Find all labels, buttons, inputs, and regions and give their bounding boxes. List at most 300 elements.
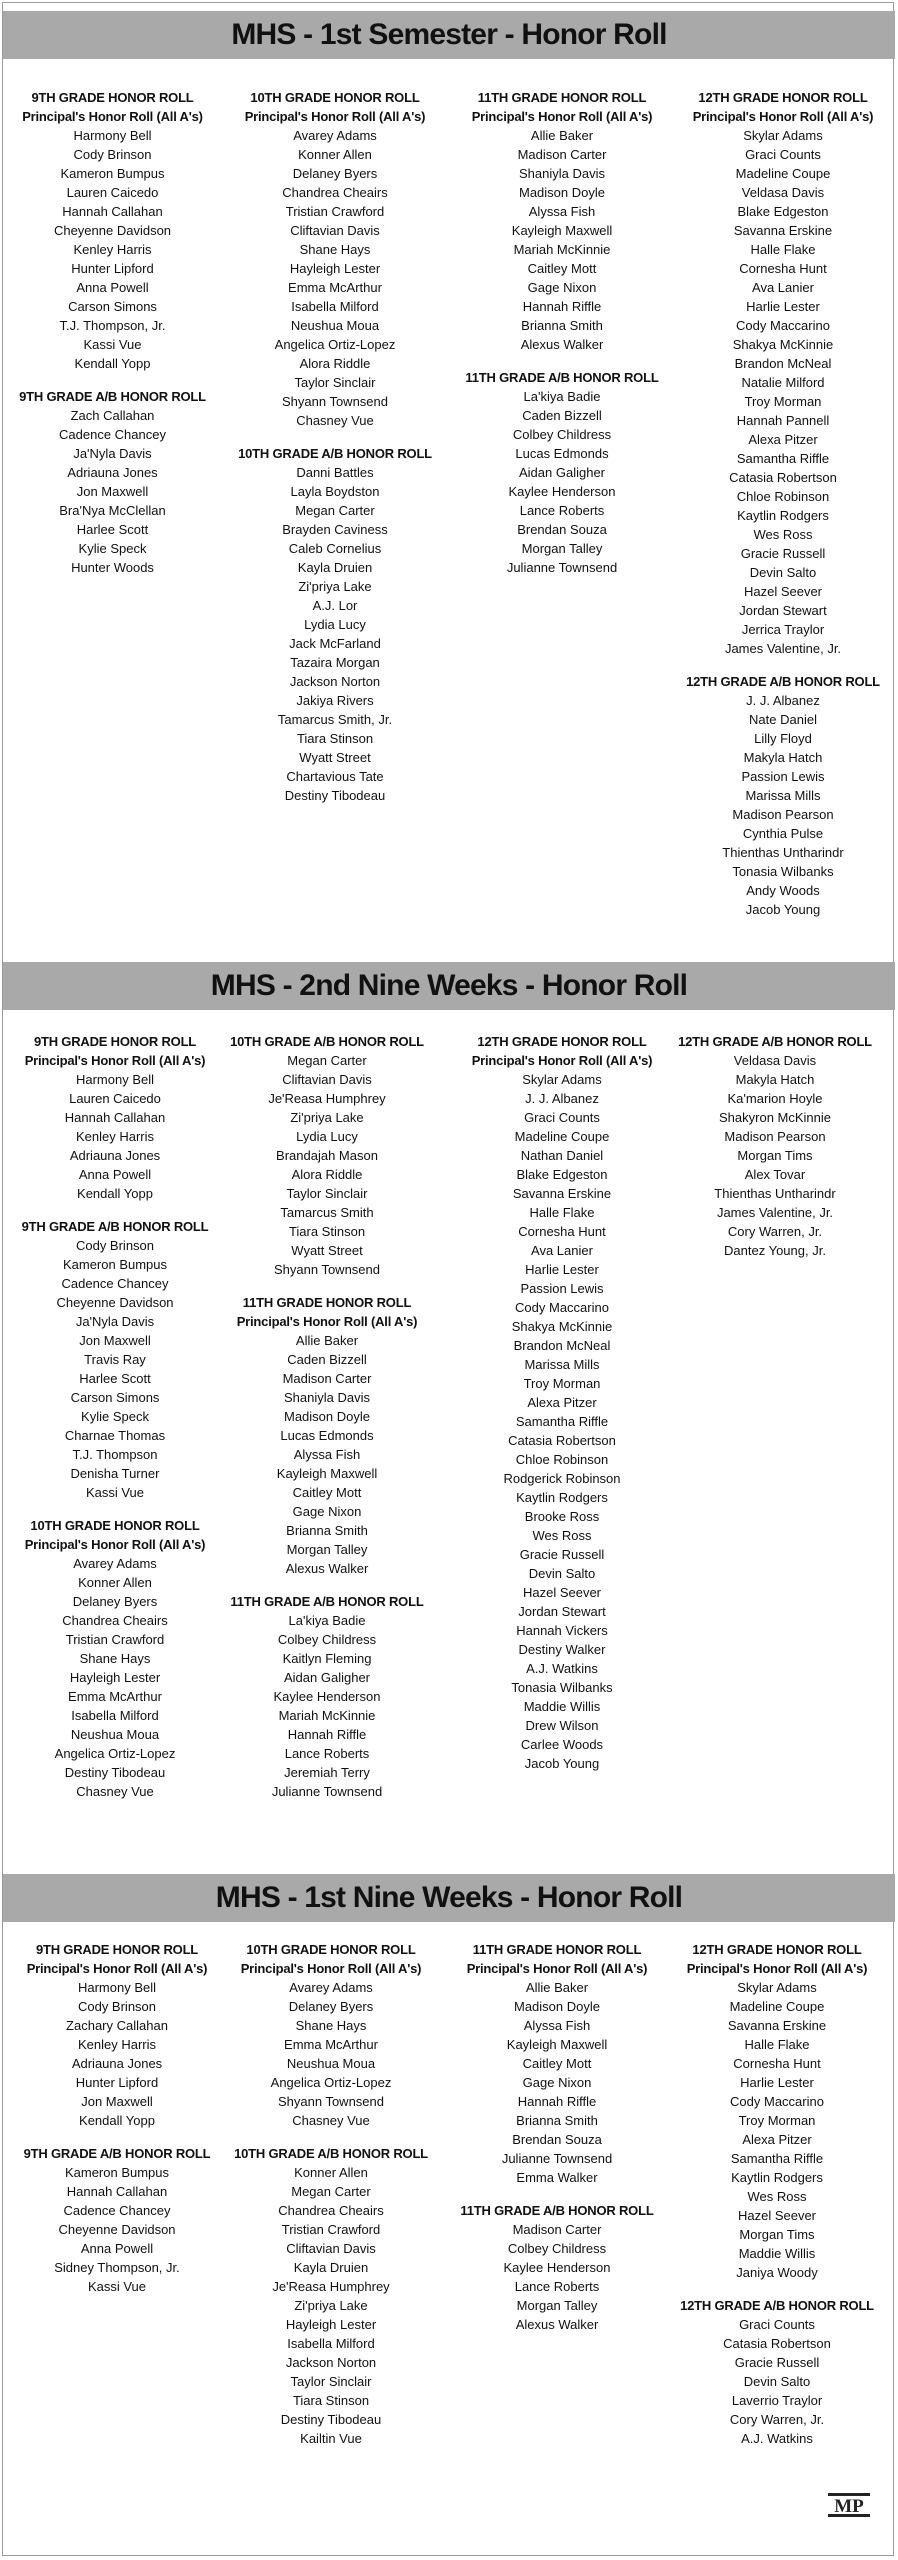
student-name: Lucas Edmonds bbox=[280, 1428, 374, 1443]
student-name: A.J. Watkins bbox=[741, 2431, 813, 2446]
group-subheading: Principal's Honor Roll (All A's) bbox=[244, 109, 426, 124]
student-name: A.J. Watkins bbox=[526, 1661, 598, 1676]
student-name: Tristian Crawford bbox=[281, 2222, 381, 2237]
student-name: Tonasia Wilbanks bbox=[732, 864, 834, 879]
section-title-banner: MHS - 1st Nine Weeks - Honor Roll bbox=[3, 1874, 895, 1922]
honor-roll-group bbox=[0, 88, 225, 373]
student-name: Dantez Young, Jr. bbox=[724, 1243, 826, 1258]
student-name: Sidney Thompson, Jr. bbox=[54, 2260, 180, 2275]
student-name: James Valentine, Jr. bbox=[724, 641, 842, 656]
student-name: Savanna Erskine bbox=[512, 1186, 612, 1201]
student-name: Anna Powell bbox=[78, 1167, 152, 1182]
student-name: Hannah Vickers bbox=[516, 1623, 608, 1638]
student-name: Nathan Daniel bbox=[520, 1148, 604, 1163]
student-name: Cody Brinson bbox=[77, 1999, 157, 2014]
honor-roll-group bbox=[444, 1032, 680, 1773]
student-name: Avarey Adams bbox=[289, 1980, 373, 1995]
honor-roll-group bbox=[220, 88, 450, 430]
student-name: Rodgerick Robinson bbox=[503, 1471, 621, 1486]
student-name: Megan Carter bbox=[291, 2184, 371, 2199]
student-name: Danni Battles bbox=[296, 465, 374, 480]
group-heading: 10TH GRADE A/B HONOR ROLL bbox=[238, 446, 432, 461]
student-name: Madison Doyle bbox=[514, 1999, 600, 2014]
honor-roll-group bbox=[448, 88, 676, 354]
student-name: La'kiya Badie bbox=[523, 389, 601, 404]
group-heading: 10TH GRADE A/B HONOR ROLL bbox=[230, 1034, 424, 1049]
student-name: Adriauna Jones bbox=[67, 465, 158, 480]
student-name: Marissa Mills bbox=[745, 788, 821, 803]
student-name: Caden Bizzell bbox=[522, 408, 602, 423]
student-name: Gracie Russell bbox=[740, 546, 826, 561]
student-name: Morgan Tims bbox=[737, 1148, 813, 1163]
student-name: Kenley Harris bbox=[73, 242, 152, 257]
student-name: Chandrea Cheairs bbox=[62, 1613, 168, 1628]
student-name: Madison Pearson bbox=[724, 1129, 826, 1144]
student-name: Jordan Stewart bbox=[518, 1604, 606, 1619]
student-name: Aidan Galigher bbox=[519, 465, 605, 480]
student-name: Avarey Adams bbox=[73, 1556, 157, 1571]
student-name: Hannah Riffle bbox=[517, 2094, 597, 2109]
student-name: Madison Doyle bbox=[284, 1409, 370, 1424]
student-name: Morgan Talley bbox=[521, 541, 603, 556]
student-name: Jakiya Rivers bbox=[296, 693, 374, 708]
student-name: Kylie Speck bbox=[81, 1409, 149, 1424]
honor-roll-group bbox=[220, 2144, 442, 2448]
student-name: Harlie Lester bbox=[525, 1262, 599, 1277]
student-name: Alexus Walker bbox=[515, 2317, 599, 2332]
student-name: Gracie Russell bbox=[734, 2355, 820, 2370]
student-name: Harmony Bell bbox=[77, 1980, 157, 1995]
student-name: Denisha Turner bbox=[70, 1466, 160, 1481]
student-name: Caitley Mott bbox=[527, 261, 597, 276]
student-name: Alora Riddle bbox=[299, 356, 371, 371]
student-name: Allie Baker bbox=[530, 128, 594, 143]
student-name: Brianna Smith bbox=[286, 1523, 368, 1538]
student-name: Alyssa Fish bbox=[293, 1447, 361, 1462]
group-heading: 9TH GRADE HONOR ROLL bbox=[35, 1942, 199, 1957]
student-name: Devin Salto bbox=[749, 565, 817, 580]
student-name: Catasia Robertson bbox=[723, 2336, 831, 2351]
student-name: Chasney Vue bbox=[296, 413, 374, 428]
student-name: Hunter Lipford bbox=[75, 2075, 159, 2090]
student-name: Hayleigh Lester bbox=[285, 2317, 377, 2332]
student-name: Harlie Lester bbox=[746, 299, 820, 314]
student-name: Tiara Stinson bbox=[288, 1224, 366, 1239]
student-name: Kendall Yopp bbox=[77, 1186, 153, 1201]
student-name: Shakyron McKinnie bbox=[719, 1110, 831, 1125]
student-name: Madeline Coupe bbox=[729, 1999, 825, 2014]
student-name: Mariah McKinnie bbox=[513, 242, 611, 257]
student-name: Janiya Woody bbox=[736, 2265, 818, 2280]
student-name: Brianna Smith bbox=[521, 318, 603, 333]
honor-roll-group bbox=[218, 1032, 436, 1279]
student-name: Konner Allen bbox=[298, 147, 372, 162]
student-name: Hazel Seever bbox=[743, 584, 823, 599]
student-name: Kameron Bumpus bbox=[60, 166, 165, 181]
student-name: Kayleigh Maxwell bbox=[506, 2037, 608, 2052]
student-name: Taylor Sinclair bbox=[294, 375, 376, 390]
group-heading: 11TH GRADE HONOR ROLL bbox=[242, 1295, 412, 1310]
student-name: Shaniyla Davis bbox=[519, 166, 605, 181]
student-name: Chloe Robinson bbox=[736, 489, 830, 504]
honor-roll-group bbox=[10, 1217, 220, 1502]
student-name: Shakya McKinnie bbox=[511, 1319, 613, 1334]
student-name: Konner Allen bbox=[294, 2165, 368, 2180]
student-name: Tiara Stinson bbox=[292, 2393, 370, 2408]
group-subheading: Principal's Honor Roll (All A's) bbox=[686, 1961, 868, 1976]
student-name: Catasia Robertson bbox=[508, 1433, 616, 1448]
student-name: Destiny Walker bbox=[518, 1642, 606, 1657]
group-subheading: Principal's Honor Roll (All A's) bbox=[24, 1537, 206, 1552]
student-name: Destiny Tibodeau bbox=[64, 1765, 166, 1780]
student-name: Cody Maccarino bbox=[736, 318, 830, 333]
student-name: Adriauna Jones bbox=[71, 2056, 163, 2071]
honor-roll-group bbox=[448, 368, 676, 577]
student-name: Hannah Riffle bbox=[522, 299, 602, 314]
student-name: Andy Woods bbox=[746, 883, 820, 898]
student-name: Gracie Russell bbox=[519, 1547, 605, 1562]
student-name: Harlee Scott bbox=[76, 522, 149, 537]
student-name: Samantha Riffle bbox=[736, 451, 830, 466]
student-name: Kaylee Henderson bbox=[503, 2260, 611, 2275]
student-name: Madeline Coupe bbox=[735, 166, 831, 181]
student-name: Kameron Bumpus bbox=[62, 1257, 168, 1272]
student-name: Julianne Townsend bbox=[271, 1784, 383, 1799]
student-name: Brianna Smith bbox=[516, 2113, 598, 2128]
student-name: Wyatt Street bbox=[299, 750, 371, 765]
student-name: Skylar Adams bbox=[522, 1072, 602, 1087]
student-name: Jacob Young bbox=[524, 1756, 600, 1771]
student-name: Je'Reasa Humphrey bbox=[272, 2279, 390, 2294]
student-name: Samantha Riffle bbox=[515, 1414, 609, 1429]
student-name: Kayleigh Maxwell bbox=[511, 223, 613, 238]
student-name: Kaitlyn Fleming bbox=[282, 1651, 372, 1666]
honor-roll-group bbox=[220, 444, 450, 805]
student-name: Caitley Mott bbox=[292, 1485, 362, 1500]
honor-roll-group bbox=[8, 2144, 226, 2296]
student-name: Cody Brinson bbox=[75, 1238, 155, 1253]
honor-roll-group bbox=[10, 1516, 220, 1801]
student-name: Neushua Moua bbox=[70, 1727, 160, 1742]
student-name: Hannah Callahan bbox=[62, 204, 163, 219]
student-name: Tristian Crawford bbox=[285, 204, 385, 219]
student-name: Cheyenne Davidson bbox=[56, 1295, 174, 1310]
student-name: Chandrea Cheairs bbox=[278, 2203, 384, 2218]
student-name: Layla Boydston bbox=[290, 484, 380, 499]
student-name: Gage Nixon bbox=[292, 1504, 362, 1519]
student-name: Tamarcus Smith, Jr. bbox=[277, 712, 393, 727]
student-name: Chloe Robinson bbox=[515, 1452, 609, 1467]
school-logo-text: MP bbox=[834, 2496, 864, 2517]
student-name: Isabella Milford bbox=[71, 1708, 159, 1723]
student-name: Colbey Childress bbox=[277, 1632, 377, 1647]
student-name: Savanna Erskine bbox=[733, 223, 833, 238]
student-name: Shane Hays bbox=[295, 2018, 367, 2033]
student-name: Zi'priya Lake bbox=[298, 579, 372, 594]
student-name: Kameron Bumpus bbox=[64, 2165, 170, 2180]
student-name: Skylar Adams bbox=[743, 128, 823, 143]
student-name: Destiny Tibodeau bbox=[280, 2412, 382, 2427]
student-name: Maddie Willis bbox=[523, 1699, 601, 1714]
student-name: Caden Bizzell bbox=[287, 1352, 367, 1367]
student-name: Brayden Caviness bbox=[282, 522, 388, 537]
student-name: Passion Lewis bbox=[741, 769, 825, 784]
student-name: Veldasa Davis bbox=[741, 185, 825, 200]
student-name: Tiara Stinson bbox=[296, 731, 374, 746]
student-name: Brandon McNeal bbox=[734, 356, 832, 371]
student-name: Shaniyla Davis bbox=[284, 1390, 370, 1405]
student-name: Makyla Hatch bbox=[743, 750, 823, 765]
group-heading: 9TH GRADE HONOR ROLL bbox=[33, 1034, 197, 1049]
student-name: Cody Maccarino bbox=[515, 1300, 609, 1315]
student-name: Shyann Townsend bbox=[273, 1262, 380, 1277]
honor-roll-group bbox=[670, 672, 896, 919]
honor-roll-group bbox=[664, 2296, 890, 2448]
student-name: Alexus Walker bbox=[285, 1561, 369, 1576]
student-name: Anna Powell bbox=[80, 2241, 154, 2256]
student-name: Halle Flake bbox=[529, 1205, 595, 1220]
student-name: Megan Carter bbox=[287, 1053, 367, 1068]
student-name: Cliftavian Davis bbox=[282, 1072, 372, 1087]
group-heading: 12TH GRADE A/B HONOR ROLL bbox=[678, 1034, 872, 1049]
student-name: Julianne Townsend bbox=[501, 2151, 613, 2166]
student-name: Jackson Norton bbox=[285, 2355, 377, 2370]
student-name: Nate Daniel bbox=[749, 712, 817, 727]
student-name: Allie Baker bbox=[295, 1333, 359, 1348]
group-heading: 12TH GRADE HONOR ROLL bbox=[477, 1034, 647, 1049]
student-name: Lucas Edmonds bbox=[515, 446, 609, 461]
student-name: Emma McArthur bbox=[68, 1689, 162, 1704]
student-name: Shyann Townsend bbox=[281, 394, 388, 409]
student-name: Brendan Souza bbox=[512, 2132, 602, 2147]
student-name: Tamarcus Smith bbox=[280, 1205, 374, 1220]
student-name: Colbey Childress bbox=[512, 427, 612, 442]
student-name: Cornesha Hunt bbox=[518, 1224, 606, 1239]
student-name: Megan Carter bbox=[295, 503, 375, 518]
group-heading: 11TH GRADE HONOR ROLL bbox=[477, 90, 647, 105]
student-name: Konner Allen bbox=[78, 1575, 152, 1590]
student-name: Jeremiah Terry bbox=[284, 1765, 370, 1780]
student-name: J. J. Albanez bbox=[525, 1091, 599, 1106]
student-name: Lydia Lucy bbox=[304, 617, 366, 632]
student-name: Natalie Milford bbox=[741, 375, 825, 390]
student-name: Hannah Callahan bbox=[64, 1110, 166, 1125]
student-name: Cheyenne Davidson bbox=[53, 223, 172, 238]
student-name: Lance Roberts bbox=[519, 503, 605, 518]
honor-roll-group bbox=[438, 1940, 676, 2187]
student-name: Morgan Tims bbox=[739, 2227, 815, 2242]
student-name: Je'Reasa Humphrey bbox=[268, 1091, 386, 1106]
student-name: Kenley Harris bbox=[77, 2037, 157, 2052]
student-name: Alexa Pitzer bbox=[748, 432, 818, 447]
student-name: Troy Morman bbox=[523, 1376, 601, 1391]
student-name: Blake Edgeston bbox=[737, 204, 829, 219]
student-name: Avarey Adams bbox=[293, 128, 377, 143]
student-name: Graci Counts bbox=[745, 147, 821, 162]
student-name: Bra'Nya McClellan bbox=[59, 503, 166, 518]
student-name: Lydia Lucy bbox=[296, 1129, 358, 1144]
honor-roll-group bbox=[8, 1940, 226, 2130]
student-name: Alyssa Fish bbox=[528, 204, 596, 219]
student-name: Cliftavian Davis bbox=[290, 223, 380, 238]
student-name: Charnae Thomas bbox=[64, 1428, 166, 1443]
student-name: Angelica Ortiz-Lopez bbox=[274, 337, 396, 352]
student-name: T.J. Thompson, Jr. bbox=[59, 318, 166, 333]
student-name: Graci Counts bbox=[524, 1110, 600, 1125]
student-name: Kailtin Vue bbox=[300, 2431, 362, 2446]
student-name: Alyssa Fish bbox=[523, 2018, 591, 2033]
honor-roll-group bbox=[0, 387, 225, 577]
group-subheading: Principal's Honor Roll (All A's) bbox=[471, 1053, 653, 1068]
student-name: Jon Maxwell bbox=[79, 1333, 151, 1348]
group-subheading: Principal's Honor Roll (All A's) bbox=[236, 1314, 418, 1329]
student-name: Cory Warren, Jr. bbox=[729, 2412, 825, 2427]
student-name: Zach Callahan bbox=[70, 408, 155, 423]
student-name: Hayleigh Lester bbox=[69, 1670, 161, 1685]
group-heading: 12TH GRADE A/B HONOR ROLL bbox=[680, 2298, 874, 2313]
student-name: Delaney Byers bbox=[292, 166, 378, 181]
student-name: Chandrea Cheairs bbox=[282, 185, 388, 200]
student-name: Taylor Sinclair bbox=[290, 2374, 372, 2389]
honor-roll-group bbox=[218, 1293, 436, 1578]
honor-roll-group bbox=[670, 88, 896, 658]
student-name: Skylar Adams bbox=[737, 1980, 817, 1995]
student-name: Wes Ross bbox=[753, 527, 813, 542]
group-subheading: Principal's Honor Roll (All A's) bbox=[471, 109, 653, 124]
student-name: Morgan Talley bbox=[516, 2298, 598, 2313]
honor-roll-group bbox=[220, 1940, 442, 2130]
student-name: Cadence Chancey bbox=[63, 2203, 171, 2218]
group-heading: 11TH GRADE HONOR ROLL bbox=[472, 1942, 642, 1957]
student-name: Madeline Coupe bbox=[514, 1129, 610, 1144]
student-name: Shyann Townsend bbox=[277, 2094, 384, 2109]
student-name: Kaytlin Rodgers bbox=[516, 1490, 608, 1505]
student-name: Brooke Ross bbox=[524, 1509, 600, 1524]
student-name: Brandajah Mason bbox=[276, 1148, 378, 1163]
student-name: Jon Maxwell bbox=[81, 2094, 153, 2109]
student-name: Kaylee Henderson bbox=[273, 1689, 381, 1704]
student-name: Shane Hays bbox=[299, 242, 371, 257]
student-name: Ja'Nyla Davis bbox=[73, 446, 152, 461]
student-name: Destiny Tibodeau bbox=[284, 788, 386, 803]
student-name: Kaytlin Rodgers bbox=[731, 2170, 823, 2185]
student-name: Hunter Lipford bbox=[71, 261, 154, 276]
student-name: Madison Carter bbox=[517, 147, 607, 162]
student-name: Samantha Riffle bbox=[730, 2151, 824, 2166]
student-name: Colbey Childress bbox=[507, 2241, 607, 2256]
student-name: Jackson Norton bbox=[289, 674, 381, 689]
student-name: Marissa Mills bbox=[524, 1357, 600, 1372]
student-name: Hunter Woods bbox=[71, 560, 154, 575]
student-name: Cory Warren, Jr. bbox=[727, 1224, 823, 1239]
honor-roll-group bbox=[10, 1032, 220, 1203]
student-name: Isabella Milford bbox=[291, 299, 379, 314]
student-name: Zi'priya Lake bbox=[294, 2298, 368, 2313]
section-title-banner: MHS - 1st Semester - Honor Roll bbox=[3, 11, 895, 59]
student-name: Cheyenne Davidson bbox=[58, 2222, 176, 2237]
group-heading: 10TH GRADE HONOR ROLL bbox=[250, 90, 420, 105]
student-name: Thienthas Untharindr bbox=[722, 845, 844, 860]
student-name: Lilly Floyd bbox=[754, 731, 812, 746]
group-heading: 10TH GRADE HONOR ROLL bbox=[30, 1518, 200, 1533]
student-name: Kendall Yopp bbox=[74, 356, 151, 371]
student-name: Delaney Byers bbox=[288, 1999, 374, 2014]
student-name: Ka'marion Hoyle bbox=[727, 1091, 823, 1106]
student-name: Cornesha Hunt bbox=[733, 2056, 821, 2071]
student-name: Madison Carter bbox=[282, 1371, 372, 1386]
student-name: Gage Nixon bbox=[522, 2075, 592, 2090]
student-name: Alex Tovar bbox=[744, 1167, 806, 1182]
student-name: Alexa Pitzer bbox=[742, 2132, 812, 2147]
student-name: Wes Ross bbox=[747, 2189, 807, 2204]
group-heading: 12TH GRADE HONOR ROLL bbox=[698, 90, 868, 105]
student-name: Ava Lanier bbox=[531, 1243, 593, 1258]
student-name: Chasney Vue bbox=[292, 2113, 370, 2128]
student-name: Lauren Caicedo bbox=[69, 1091, 161, 1106]
student-name: Jack McFarland bbox=[289, 636, 381, 651]
student-name: Lance Roberts bbox=[284, 1746, 370, 1761]
student-name: Jacob Young bbox=[745, 902, 821, 917]
student-name: Cody Maccarino bbox=[730, 2094, 824, 2109]
student-name: A.J. Lor bbox=[312, 598, 358, 613]
student-name: Harlee Scott bbox=[79, 1371, 151, 1386]
student-name: Julianne Townsend bbox=[506, 560, 618, 575]
student-name: Kassi Vue bbox=[87, 2279, 147, 2294]
group-subheading: Principal's Honor Roll (All A's) bbox=[692, 109, 874, 124]
student-name: Mariah McKinnie bbox=[278, 1708, 376, 1723]
student-name: Kaytlin Rodgers bbox=[737, 508, 829, 523]
student-name: Cadence Chancey bbox=[61, 1276, 169, 1291]
student-name: Ava Lanier bbox=[752, 280, 814, 295]
honor-roll-group bbox=[218, 1592, 436, 1801]
group-heading: 12TH GRADE HONOR ROLL bbox=[692, 1942, 862, 1957]
student-name: Jordan Stewart bbox=[739, 603, 827, 618]
student-name: Caleb Cornelius bbox=[288, 541, 382, 556]
student-name: Veldasa Davis bbox=[733, 1053, 817, 1068]
student-name: Kylie Speck bbox=[78, 541, 147, 556]
student-name: Gage Nixon bbox=[527, 280, 597, 295]
group-heading: 11TH GRADE A/B HONOR ROLL bbox=[460, 2203, 654, 2218]
student-name: Tonasia Wilbanks bbox=[511, 1680, 613, 1695]
student-name: Tristian Crawford bbox=[65, 1632, 165, 1647]
student-name: Shane Hays bbox=[79, 1651, 151, 1666]
group-heading: 9TH GRADE A/B HONOR ROLL bbox=[19, 389, 206, 404]
student-name: Chartavious Tate bbox=[286, 769, 384, 784]
student-name: Jon Maxwell bbox=[76, 484, 149, 499]
student-name: Devin Salto bbox=[528, 1566, 596, 1581]
student-name: Kenley Harris bbox=[75, 1129, 155, 1144]
student-name: Makyla Hatch bbox=[735, 1072, 815, 1087]
student-name: Angelica Ortiz-Lopez bbox=[54, 1746, 176, 1761]
student-name: Emma Walker bbox=[516, 2170, 598, 2185]
student-name: T.J. Thompson bbox=[72, 1447, 158, 1462]
student-name: Caitley Mott bbox=[522, 2056, 592, 2071]
student-name: Brendan Souza bbox=[517, 522, 607, 537]
student-name: Tazaira Morgan bbox=[290, 655, 380, 670]
group-heading: 10TH GRADE HONOR ROLL bbox=[246, 1942, 416, 1957]
group-heading: 11TH GRADE A/B HONOR ROLL bbox=[230, 1594, 424, 1609]
school-logo bbox=[824, 2488, 874, 2522]
student-name: Hannah Callahan bbox=[66, 2184, 168, 2199]
student-name: Cody Brinson bbox=[73, 147, 152, 162]
student-name: Madison Doyle bbox=[519, 185, 605, 200]
student-name: Troy Morman bbox=[744, 394, 822, 409]
student-name: Hayleigh Lester bbox=[289, 261, 381, 276]
student-name: Passion Lewis bbox=[520, 1281, 604, 1296]
student-name: Cadence Chancey bbox=[59, 427, 166, 442]
section-title-banner: MHS - 2nd Nine Weeks - Honor Roll bbox=[3, 962, 895, 1010]
group-heading: 11TH GRADE A/B HONOR ROLL bbox=[465, 370, 659, 385]
